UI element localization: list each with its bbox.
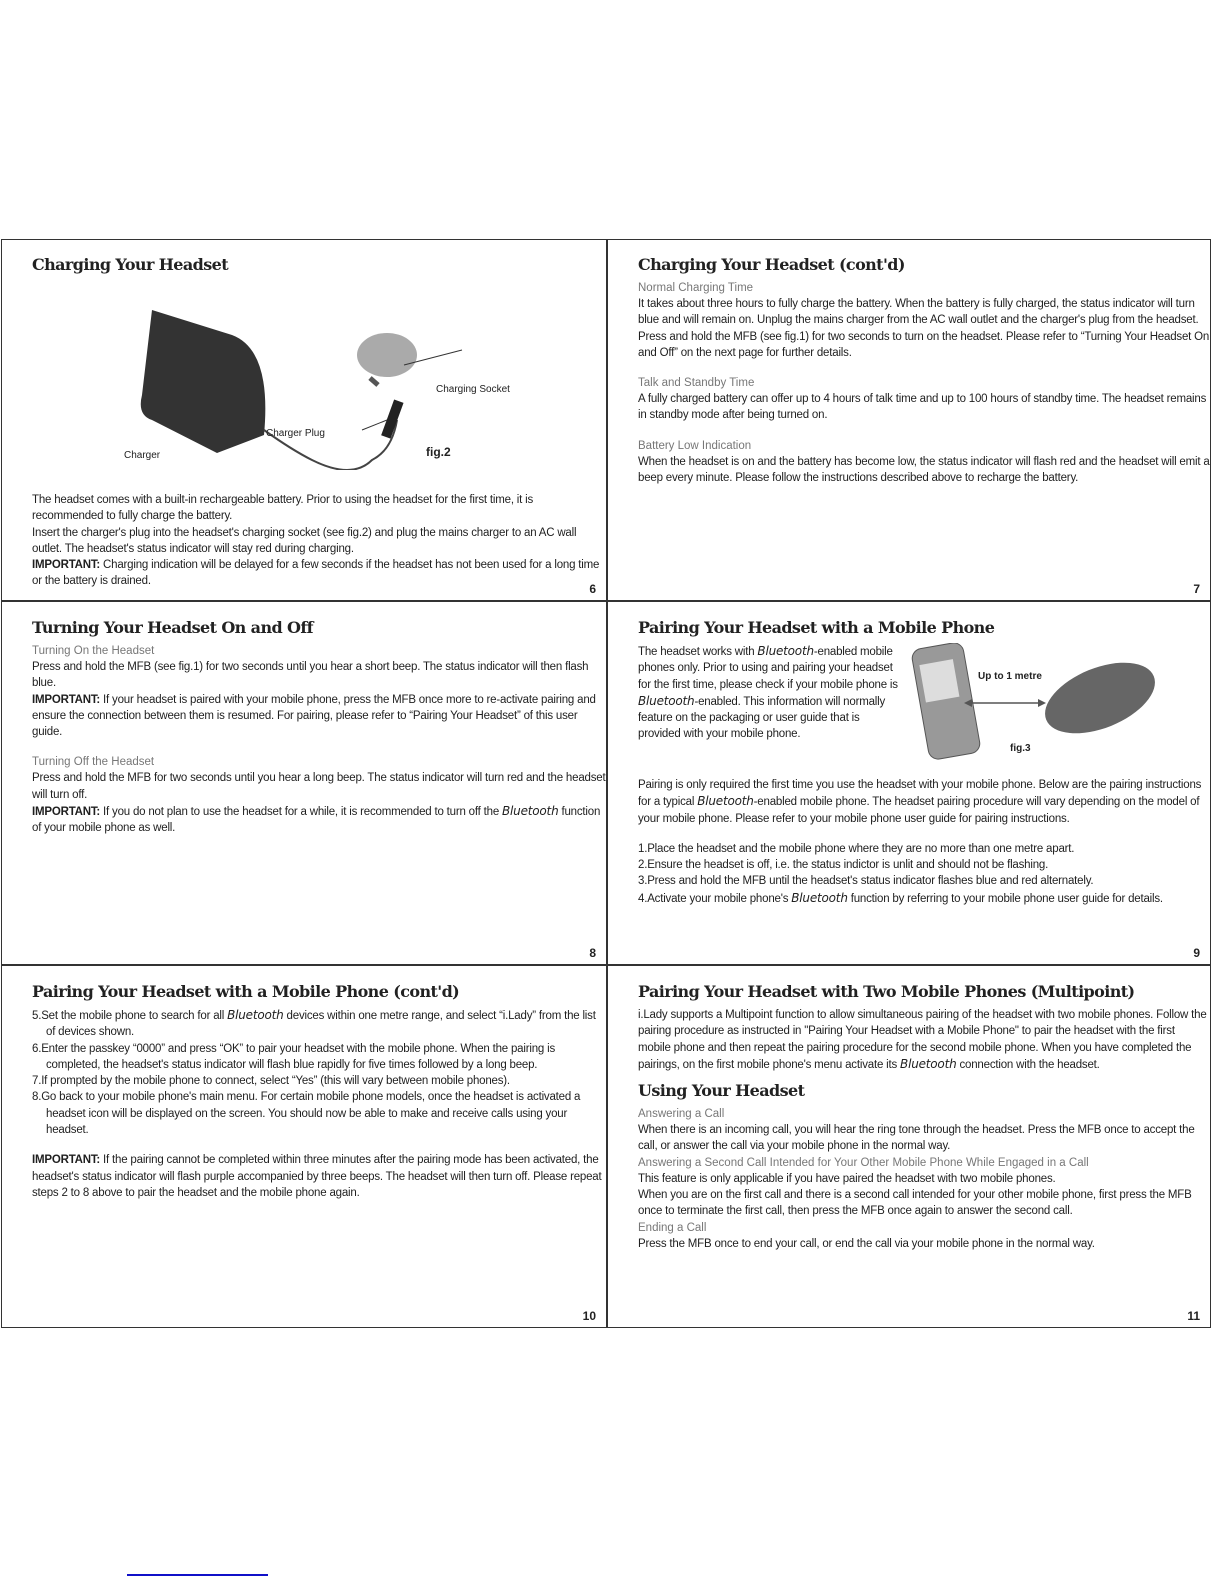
section-heading: Normal Charging Time (638, 282, 754, 294)
section-heading: Turning Off the Headset (32, 756, 155, 769)
page-title: Charging Your Headset (32, 255, 228, 274)
section-text: When the headset is on and the battery has become low, the status indicator will flash red and the headset will emit a beep every minute. Please follow the instructions described above to recharge the battery. (638, 455, 1210, 485)
headset-icon (357, 333, 417, 377)
page-11 (608, 982, 1210, 1327)
page-title: Turning Your Headset On and Off (32, 618, 313, 637)
pairing-step: 3.Press and hold the MFB until the headset's status indicator flashes blue and red alternately. (638, 875, 1094, 888)
important-note: IMPORTANT: If the pairing cannot be completed within three minutes after the pairing mode has been activated, the headset's status indicator will flash purple accompanied by three beeps. The headset will then turn off. Please repeat steps 2 to 8 above to pair the headset and the mobile phone again. (32, 1154, 602, 1199)
pairing-step: 7.If prompted by the mobile phone to connect, select “Yes” (this will vary between mobile phones). (32, 1075, 510, 1088)
row-divider (1, 964, 1211, 966)
paragraph: The headset comes with a built-in rechargeable battery. Prior to using the headset for the first time, it is recommended to fully charge the battery. (32, 494, 534, 523)
page-number: 9 (1193, 946, 1200, 960)
phone-headset-illustration (900, 643, 1190, 768)
important-note: IMPORTANT: Charging indication will be delayed for a few seconds if the headset has not been used for a long time or the battery is drained. (32, 559, 600, 588)
section-text: Press the MFB once to end your call, or end the call via your mobile phone in the normal way. (638, 1237, 1095, 1250)
section-heading: Answering a Second Call Intended for Your Other Mobile Phone While Engaged in a Call (638, 1156, 1089, 1169)
charger-body-icon (141, 310, 266, 453)
label-charger-plug: Charger Plug (266, 428, 325, 439)
pairing-step: 5.Set the mobile phone to search for all Bluetooth devices within one metre range, and select “i.Lady” from the list of devices shown. (32, 1008, 596, 1039)
section-text: When there is an incoming call, you will hear the ring tone through the headset. Press the MFB once to accept the call, or answer the call via your mobile phone in the normal way. (638, 1124, 1195, 1153)
page-10 (2, 982, 606, 1327)
row-divider (1, 600, 1211, 602)
pairing-step: 2.Ensure the headset is off, i.e. the status indictor is unlit and should not be flashing. (638, 859, 1049, 872)
page-title: Pairing Your Headset with a Mobile Phone (cont'd) (32, 982, 460, 1001)
headset-icon (1035, 648, 1165, 747)
pairing-step: 6.Enter the passkey “0000” and press “OK” to pair your headset with the mobile phone. When the pairing is completed, the headset's status indicator will flash blue rapidly for five times followed by a long beep. (32, 1042, 555, 1071)
charger-illustration (32, 280, 592, 470)
page-number: 8 (589, 946, 596, 960)
page-7 (608, 255, 1210, 600)
page-title: Charging Your Headset (cont'd) (638, 255, 905, 274)
arrow-icon (370, 378, 378, 385)
distance-label: Up to 1 metre (978, 671, 1042, 682)
label-charger: Charger (124, 450, 161, 461)
multipoint-text: i.Lady supports a Multipoint function to allow simultaneous pairing of the headset with two mobile phones. Follow the pairing procedure as instructed in "Pairing Your Headset with a Mobile Phone" to pair the headset with the first mobile phone and then repeat the pairing procedure for the second mobile phone. When you have completed the pairings, on the first mobile phone's menu activate its Bluetooth connection with the headset. (638, 1009, 1207, 1071)
page-6 (2, 255, 606, 600)
figure-3 (900, 643, 1190, 763)
section-heading: Answering a Call (638, 1108, 725, 1121)
important-note: IMPORTANT: If your headset is paired with your mobile phone, press the MFB once more to re-activate pairing and ensure the connection between them is resumed. For pairing, please refer to “Pairing Your Headset” of this user guide. (32, 693, 596, 739)
paragraph: Insert the charger's plug into the headset's charging socket (see fig.2) and plug the mains charger to an AC wall outlet. The headset's status indicator will stay red during charging. (32, 526, 577, 555)
label-charging-socket: Charging Socket (436, 384, 510, 395)
page-9 (608, 618, 1210, 964)
charger-plug-icon (381, 399, 403, 438)
pairing-intro: Pairing is only required the first time you use the headset with your mobile phone. Below are the pairing instructions for a typical Bluetooth-enabled mobile phone. The headset pairing procedure will vary depending on the model of your mobile phone. Please refer to your mobile phone user guide for pairing instructions. (638, 779, 1202, 825)
section-title: Using Your Headset (638, 1081, 805, 1101)
page-title: Pairing Your Headset with a Mobile Phone (638, 618, 995, 637)
intro-text: The headset works with Bluetooth-enabled mobile phones only. Prior to using and pairing your headset for the first time, please check if your mobile phone is Bluetooth-enabled. This information will normally feature on the packaging or user guide that is provided with your mobile phone. (638, 644, 898, 741)
section-text: Press and hold the MFB (see fig.1) for two seconds until you hear a short beep. The status indicator will then flash blue. (32, 661, 589, 690)
important-note: IMPORTANT: If you do not plan to use the headset for a while, it is recommended to turn off the Bluetooth function of your mobile phone as well. (32, 804, 601, 835)
pairing-step: 4.Activate your mobile phone's Bluetooth function by referring to your mobile phone user guide for details. (638, 890, 1163, 905)
link-underline[interactable] (127, 1574, 268, 1576)
section-heading: Ending a Call (638, 1221, 707, 1234)
figure-2 (32, 280, 606, 470)
pairing-step: 8.Go back to your mobile phone's main menu. For certain mobile phone models, once the headset is activated a headset icon will be displayed on the screen. You should now be able to make and receive calls using your headset. (32, 1091, 581, 1137)
page-number: 7 (1193, 582, 1200, 596)
figure-caption: fig.3 (1010, 743, 1031, 754)
page-number: 11 (1187, 1309, 1200, 1323)
section-text: Press and hold the MFB for two seconds until you hear a long beep. The status indicator will turn red and the headset will turn off. (32, 772, 606, 801)
page-title: Pairing Your Headset with Two Mobile Phones (Multipoint) (638, 982, 1135, 1001)
section-text: This feature is only applicable if you have paired the headset with two mobile phones. (638, 1172, 1056, 1185)
figure-caption: fig.2 (426, 445, 451, 459)
section-heading: Battery Low Indication (638, 439, 752, 452)
section-text: A fully charged battery can offer up to 4 hours of talk time and up to 100 hours of standby time. The headset remains in standby mode after being turned on. (638, 393, 1207, 422)
section-heading: Talk and Standby Time (638, 377, 755, 390)
section-text: When you are on the first call and there is a second call intended for your other mobile phone, first press the MFB once to terminate the first call, then press the MFB once again to answer the second call. (638, 1189, 1192, 1218)
pairing-step: 1.Place the headset and the mobile phone where they are no more than one metre apart. (638, 842, 1075, 855)
page-number: 6 (589, 582, 596, 596)
section-text: It takes about three hours to fully charge the battery. When the battery is fully charged, the status indicator will turn blue and will remain on. Unplug the mains charger from the AC wall outlet and the charger's plug from the headset. Press and hold the MFB (see fig.1) for two seconds to turn on the headset. Please refer to “Turning Your Headset On and Off” on the next page for further details. (638, 298, 1210, 359)
section-heading: Turning On the Headset (32, 645, 155, 657)
page-number: 10 (582, 1309, 596, 1323)
page-8 (2, 618, 606, 964)
